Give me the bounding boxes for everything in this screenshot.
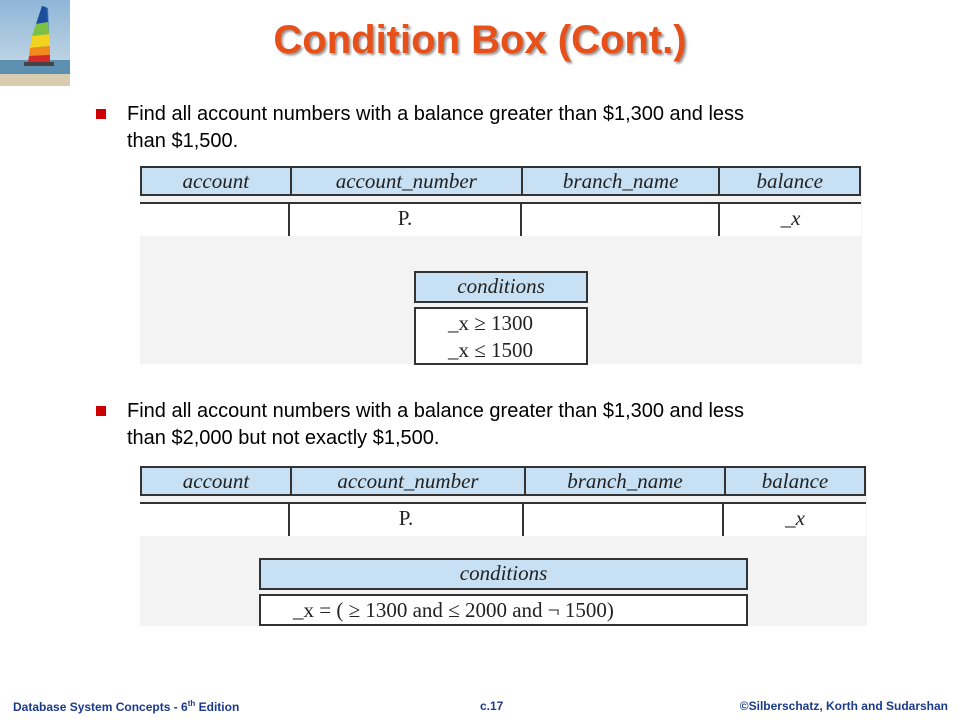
- qbe-table-row: [140, 202, 861, 236]
- bullet-text-line: Find all account numbers with a balance greater than $1,300 and less: [127, 103, 745, 125]
- column-header: account_number: [290, 468, 524, 494]
- qbe-figure: [140, 166, 862, 364]
- table-cell: [140, 204, 288, 236]
- table-cell: [522, 504, 722, 536]
- bullet-square-icon: [96, 109, 106, 119]
- footer-copyright: ©Silberschatz, Korth and Sudarshan: [739, 699, 948, 713]
- column-header: account_number: [290, 168, 521, 194]
- table-cell: [520, 204, 718, 236]
- column-header: account: [182, 469, 250, 493]
- footer-slide-number: c.17: [480, 699, 504, 713]
- condition-line: _x ≥ 1300: [448, 311, 534, 335]
- conditions-header: conditions: [414, 271, 588, 303]
- column-header: account: [182, 169, 250, 193]
- condition-line: _x = ( ≥ 1300 and ≤ 2000 and ¬ 1500): [293, 598, 614, 622]
- conditions-header: conditions: [259, 558, 748, 590]
- bullet-item: [96, 398, 916, 454]
- conditions-box: [414, 307, 588, 365]
- condition-line: _x ≤ 1500: [448, 338, 534, 362]
- column-header: balance: [718, 168, 859, 194]
- conditions-box: [259, 594, 748, 626]
- bullet-item: [96, 101, 896, 157]
- slide-title: Condition Box (Cont.): [273, 18, 687, 62]
- bullet-text-line: than $1,500.: [127, 130, 239, 152]
- qbe-table-row: [140, 502, 866, 536]
- bullet-text-line: Find all account numbers with a balance greater than $1,300 and less: [127, 400, 745, 422]
- table-cell: [140, 504, 288, 536]
- column-header: balance: [724, 468, 864, 494]
- column-header: branch_name: [524, 468, 724, 494]
- table-cell: _x: [722, 504, 866, 536]
- qbe-figure: [140, 466, 867, 626]
- bullet-text-line: than $2,000 but not exactly $1,500.: [127, 427, 440, 449]
- table-cell: P.: [288, 204, 520, 236]
- qbe-table-header: [140, 166, 861, 196]
- table-cell: P.: [288, 504, 522, 536]
- column-header: branch_name: [521, 168, 718, 194]
- qbe-table-header: [140, 466, 866, 496]
- bullet-square-icon: [96, 406, 106, 416]
- footer-course-title: Database System Concepts - 6th Edition: [13, 699, 240, 714]
- table-cell: _x: [718, 204, 861, 236]
